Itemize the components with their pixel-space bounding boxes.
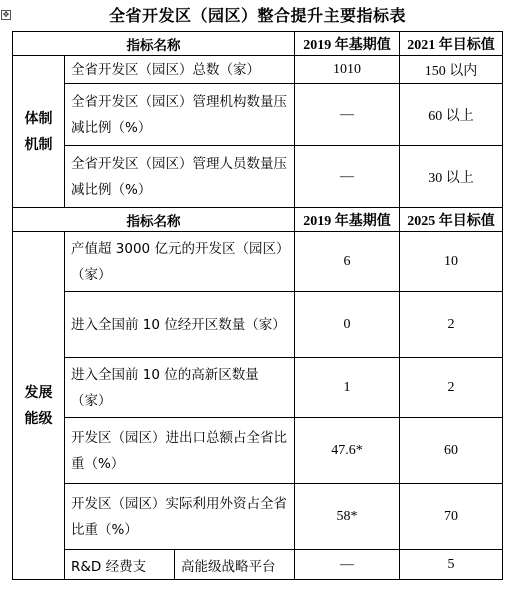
indicator-name: 产值超 3000 亿元的开发区（园区）（家） — [65, 232, 295, 292]
category-line: 发展 — [24, 384, 53, 401]
indicator-table — [12, 31, 503, 580]
table-row — [13, 146, 503, 208]
category-line: 机制 — [24, 136, 53, 153]
indicator-name: 进入全国前 10 位的高新区数量（家） — [65, 358, 295, 418]
base-value: — — [295, 84, 400, 146]
category-institutional — [13, 56, 65, 208]
base-value: 0 — [295, 292, 400, 358]
base-value: 1 — [295, 358, 400, 418]
target-value: 10 — [400, 232, 503, 292]
target-value: 70 — [400, 484, 503, 550]
category-line: 体制 — [24, 110, 53, 127]
target-value: 2 — [400, 358, 503, 418]
table-row — [13, 550, 503, 580]
table-header-row-1 — [13, 32, 503, 56]
target-value: 2 — [400, 292, 503, 358]
header-indicator-name: 指标名称 — [13, 208, 295, 232]
table-row — [13, 418, 503, 484]
target-value: 150 以内 — [400, 56, 503, 84]
category-line: 能级 — [24, 410, 53, 427]
indicator-name: 开发区（园区）进出口总额占全省比重（%） — [65, 418, 295, 484]
target-value: 60 — [400, 418, 503, 484]
base-value: 47.6* — [295, 418, 400, 484]
base-value: — — [295, 550, 400, 580]
table-header-row-2 — [13, 208, 503, 232]
indicator-subcategory: R&D 经费支 — [65, 550, 175, 580]
indicator-name: 高能级战略平台 — [175, 550, 295, 580]
table-row — [13, 56, 503, 84]
header-base-year: 2019 年基期值 — [295, 208, 400, 232]
indicator-name: 进入全国前 10 位经开区数量（家） — [65, 292, 295, 358]
page-title: 全省开发区（园区）整合提升主要指标表 — [108, 6, 406, 25]
table-row — [13, 232, 503, 292]
base-value: 1010 — [295, 56, 400, 84]
indicator-name: 全省开发区（园区）管理人员数量压减比例（%） — [65, 146, 295, 208]
indicator-name: 全省开发区（园区）管理机构数量压减比例（%） — [65, 84, 295, 146]
table-row — [13, 84, 503, 146]
table-row — [13, 292, 503, 358]
indicator-name: 开发区（园区）实际利用外资占全省比重（%） — [65, 484, 295, 550]
table-move-handle-icon[interactable]: ✥ — [2, 10, 10, 19]
category-development — [13, 232, 65, 580]
target-value: 30 以上 — [400, 146, 503, 208]
target-value: 60 以上 — [400, 84, 503, 146]
header-base-year: 2019 年基期值 — [295, 32, 400, 56]
indicator-name: 全省开发区（园区）总数（家） — [65, 56, 295, 84]
table-row — [13, 358, 503, 418]
header-target-year: 2025 年目标值 — [400, 208, 503, 232]
header-target-year: 2021 年目标值 — [400, 32, 503, 56]
header-indicator-name: 指标名称 — [13, 32, 295, 56]
base-value: 58* — [295, 484, 400, 550]
base-value: — — [295, 146, 400, 208]
target-value: 5 — [400, 550, 503, 580]
base-value: 6 — [295, 232, 400, 292]
table-row — [13, 484, 503, 550]
